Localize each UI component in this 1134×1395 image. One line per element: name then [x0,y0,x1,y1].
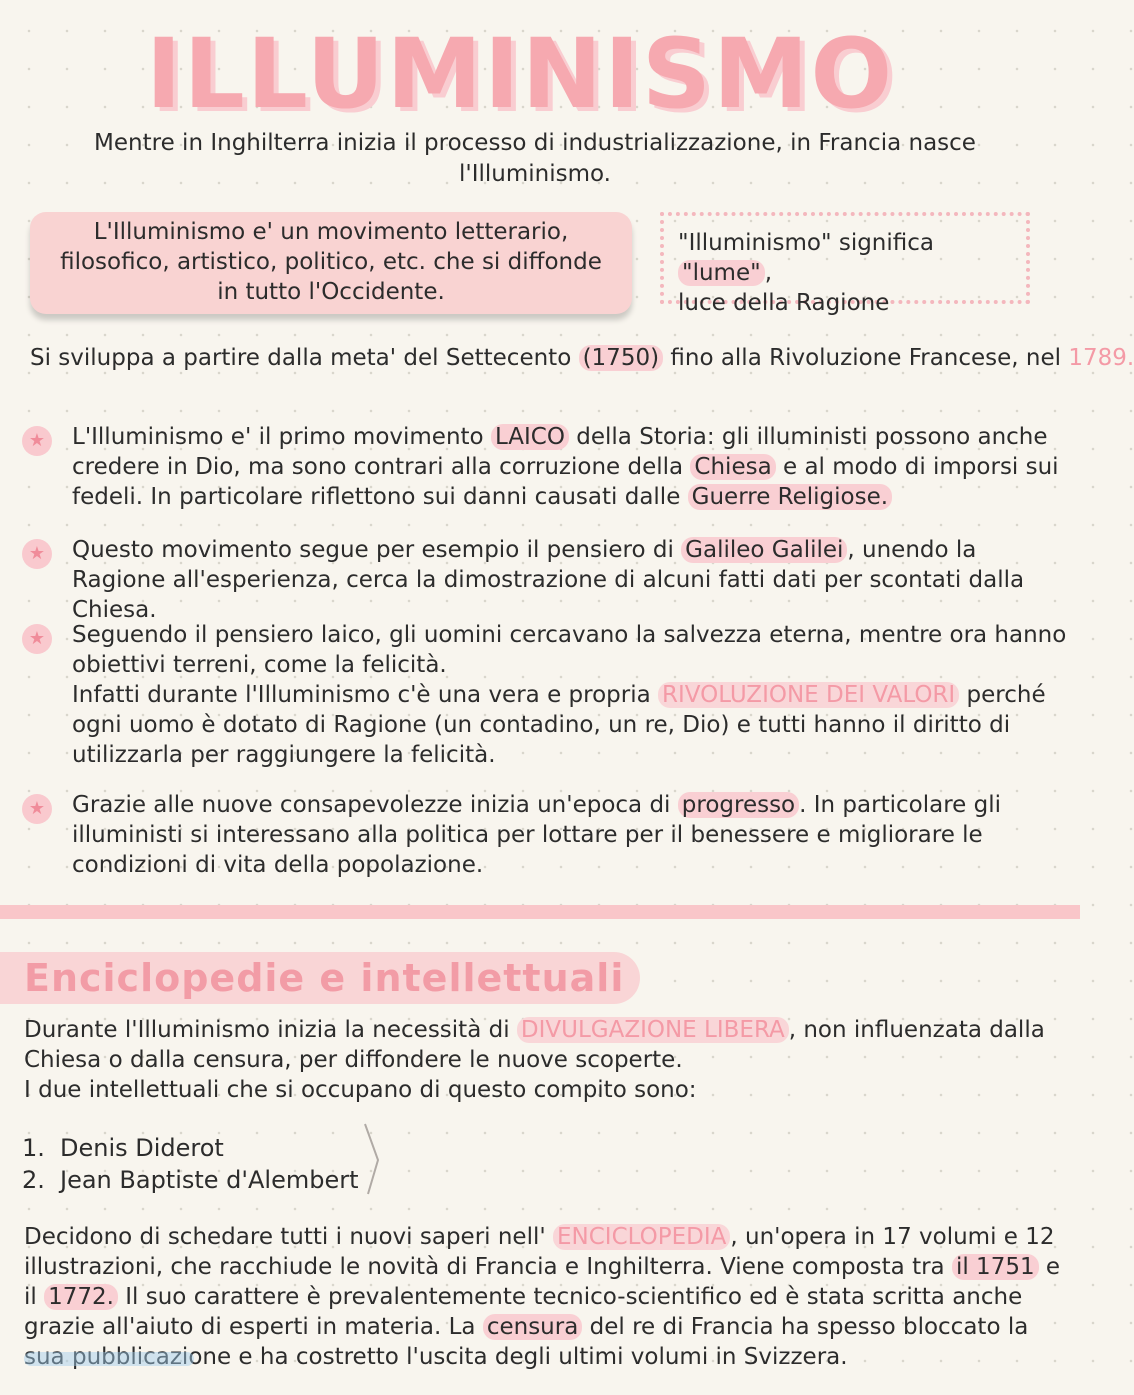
bullet-text: Grazie alle nuove consapevolezze inizia un'epoca di [72,792,678,818]
highlight-divulgazione: DIVULGAZIONE LIBERA [517,1017,789,1043]
list-number: 2. [22,1166,45,1194]
para-text: Durante l'Illuminismo inizia la necessità di [24,1017,517,1043]
para-text: Il suo carattere è prevalentemente tecnico-scientifico ed è stata scritta anche grazie all'aiuto di esperti in materia. La [24,1284,1023,1340]
bullet-item [22,422,1072,512]
star-icon: ★ [22,624,52,654]
watermark-mark [24,1352,194,1366]
intellectuals-list [22,1132,359,1196]
para-text: del re di Francia ha spesso bloccato la sua pubblicazione e ha costretto l'uscita degli ultimi volumi in Svizzera. [24,1314,1029,1370]
meaning-line2: luce della Ragione [678,290,890,316]
bullet-text: . In particolare gli illuministi si interessano alla politica per lottare per il benessere e migliorare le condizioni di vita della popolazione. [72,792,1001,878]
meaning-comma: , [764,260,772,286]
bullet-item [22,790,1072,880]
list-name: Denis Diderot [60,1134,224,1162]
bracket-icon [360,1120,390,1200]
meaning-box [660,212,1030,316]
period-text-2: fino alla Rivoluzione Francese, nel [663,345,1069,371]
meaning-text: "Illuminismo" significa [678,230,934,256]
bullet-text: e al modo di imporsi sui fedeli. In particolare riflettono sui danni causati dalle [72,454,1059,510]
highlight-enciclopedia: ENCICLOPEDIA [553,1224,730,1250]
bullet-text: Questo movimento segue per esempio il pensiero di [72,537,682,563]
highlight-1772: 1772. [44,1284,118,1310]
paragraph-divulgazione [24,1015,1064,1105]
highlight-censura: censura [483,1314,582,1340]
para-text: e il [24,1254,1061,1310]
list-name: Jean Baptiste d'Alembert [60,1166,359,1194]
para-text: , un'opera in 17 volumi e 12 illustrazioni, che racchiude le novità di Francia e Inghilterra. Viene composta tra [24,1224,1055,1280]
highlight-galileo: Galileo Galilei [681,537,847,563]
page-title: ILLUMINISMO [145,18,895,130]
para-text: I due intellettuali che si occupano di questo compito sono: [24,1077,697,1103]
highlight-rivoluzione: RIVOLUZIONE DEI VALORI [658,682,959,708]
year-start: (1750) [579,345,663,371]
bullet-item [22,620,1072,770]
definition-box: L'Illuminismo e' un movimento letterario, filosofico, artistico, politico, etc. che si diffonde in tutto l'Occidente. [30,212,632,314]
bullet-text: della Storia: gli illuministi possono anche credere in Dio, ma sono contrari alla corruzione della [72,424,1048,480]
bullet-text: perché ogni uomo è dotato di Ragione (un contadino, un re, Dio) e tutti hanno il diritto di utilizzarla per raggiungere la felicità. [72,682,1046,768]
bullet-text: Seguendo il pensiero laico, gli uomini cercavano la salvezza eterna, mentre ora hanno obiettivi terreni, come la felicità. [72,622,1067,678]
list-number: 1. [22,1134,45,1162]
period-line [30,345,1134,371]
star-icon: ★ [22,794,52,824]
highlight-guerre: Guerre Religiose. [688,484,892,510]
paragraph-enciclopedia [24,1222,1064,1372]
highlight-progresso: progresso [678,792,799,818]
highlight-laico: LAICO [491,424,569,450]
para-text: , non influenzata dalla Chiesa o dalla censura, per diffondere le nuove scoperte. [24,1017,1045,1073]
period-text: Si sviluppa a partire dalla meta' del Settecento [30,345,579,371]
bullet-item [22,535,1072,625]
section-divider [0,905,1080,919]
para-text: Decidono di schedare tutti i nuovi saperi nell' [24,1224,553,1250]
bullet-text: , unendo la Ragione all'esperienza, cerca la dimostrazione di alcuni fatti dati per scontati dalla Chiesa. [72,537,1025,623]
meaning-highlight: "lume" [678,260,765,286]
section-title: Enciclopedie e intellettuali [0,952,640,1004]
year-end: 1789. [1068,345,1134,371]
bullet-text: L'Illuminismo e' il primo movimento [72,424,491,450]
bullet-text: Infatti durante l'Illuminismo c'è una vera e propria [72,682,659,708]
star-icon: ★ [22,539,52,569]
intro-text: Mentre in Inghilterra inizia il processo di industrializzazione, in Francia nasce l'Illuminismo. [94,130,976,187]
star-icon: ★ [22,426,52,456]
list-item [22,1164,359,1196]
list-item [22,1132,359,1164]
highlight-1751: il 1751 [952,1254,1039,1280]
highlight-chiesa: Chiesa [690,454,775,480]
